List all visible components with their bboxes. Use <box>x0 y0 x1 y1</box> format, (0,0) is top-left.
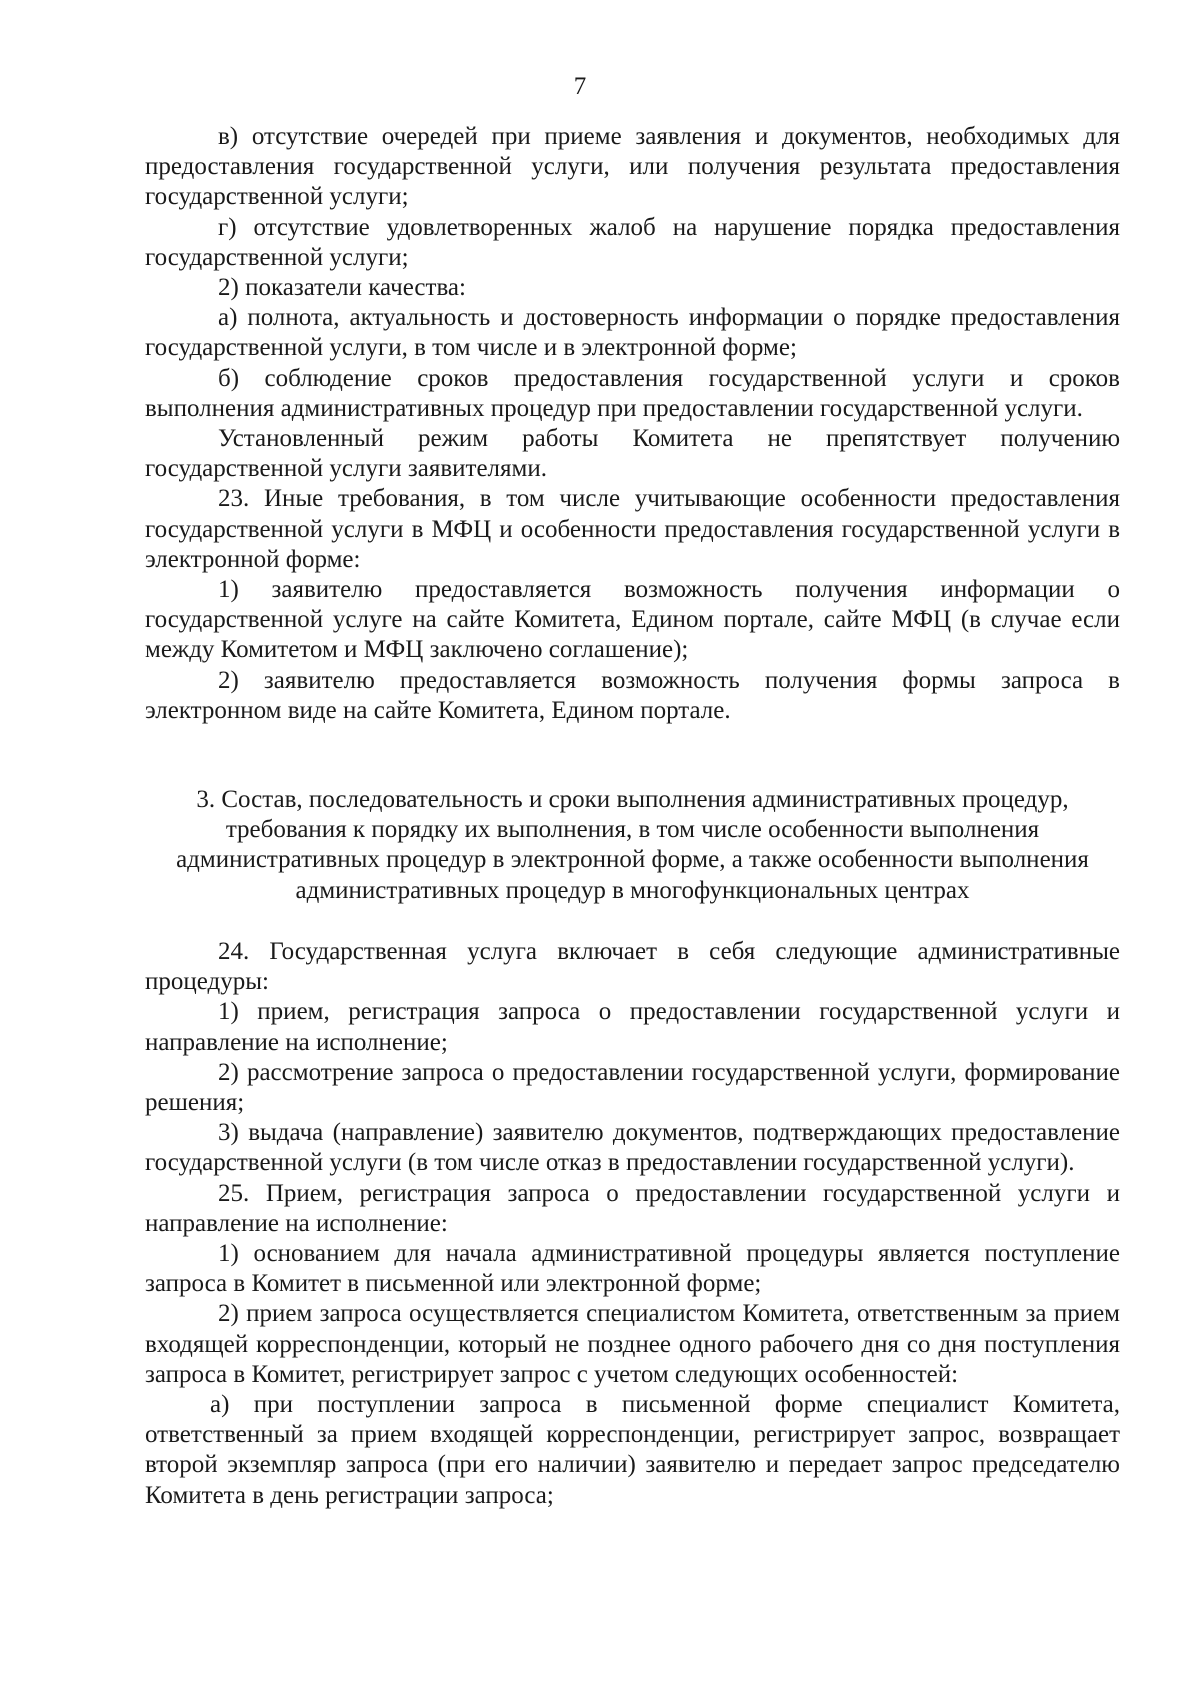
body-text-bottom <box>145 937 1120 1511</box>
paragraph: 1) основанием для начала административной процедуры является поступление запроса в Комитет в письменной или электронной форме; <box>145 1240 1120 1298</box>
section-heading-line: 3. Состав, последовательность и сроки выполнения административных процедур, <box>196 786 1069 813</box>
paragraph: 2) заявителю предоставляется возможность получения формы запроса в электронном виде на сайте Комитета, Едином портале. <box>145 666 1120 724</box>
paragraph: а) полнота, актуальность и достоверность информации о порядке предоставления государственной услуги, в том числе и в электронной форме; <box>145 304 1120 362</box>
paragraph: 24. Государственная услуга включает в себя следующие административные процедуры: <box>145 938 1120 996</box>
paragraph: 23. Иные требования, в том числе учитывающие особенности предоставления государственной услуги в МФЦ и особенности предоставления государственной услуги в электронной форме: <box>145 485 1120 573</box>
paragraph: 25. Прием, регистрация запроса о предоставлении государственной услуги и направление на исполнение: <box>145 1179 1120 1237</box>
section-heading-line: требования к порядку их выполнения, в том числе особенности выполнения <box>225 816 1040 844</box>
section-heading-line: административных процедур в электронной форме, а также особенности выполнения <box>176 846 1089 874</box>
paragraph: 2) показатели качества: <box>218 274 466 302</box>
paragraph: 2) рассмотрение запроса о предоставлении государственной услуги, формирование решения; <box>145 1058 1120 1117</box>
body-text-top <box>145 122 1120 726</box>
paragraph: 2) прием запроса осуществляется специалистом Комитета, ответственным за прием входящей корреспонденции, который не позднее одного рабочего дня со дня поступления запроса в Комитет, регистрирует запрос с учетом следующих особенностей: <box>145 1300 1120 1388</box>
paragraph: 3) выдача (направление) заявителю документов, подтверждающих предоставление государственной услуги (в том числе отказ в предоставлении государственной услуги). <box>145 1119 1120 1177</box>
paragraph: 1) заявителю предоставляется возможность получения информации о государственной услуге на сайте Комитета, Едином портале, сайте МФЦ (в случае если между Комитетом и МФЦ заключено соглашение); <box>145 576 1120 664</box>
paragraph: г) отсутствие удовлетворенных жалоб на нарушение порядка предоставления государственной услуги; <box>145 213 1120 271</box>
section-heading <box>135 785 1130 906</box>
page-number: 7 <box>573 73 587 100</box>
paragraph: в) отсутствие очередей при приеме заявления и документов, необходимых для предоставления государственной услуги, или получения результата предоставления государственной услуги; <box>145 123 1120 211</box>
paragraph: б) соблюдение сроков предоставления государственной услуги и сроков выполнения административных процедур при предоставлении государственной услуги. <box>145 364 1120 422</box>
paragraph: 1) прием, регистрация запроса о предоставлении государственной услуги и направление на исполнение; <box>145 998 1120 1056</box>
paragraph: Установленный режим работы Комитета не препятствует получению государственной услуги заявителями. <box>145 425 1120 483</box>
paragraph: а) при поступлении запроса в письменной форме специалист Комитета, ответственный за прием входящей корреспонденции, регистрирует запрос, возвращает второй экземпляр запроса (при его наличии) заявителю и передает запрос председателю Комитета в день регистрации запроса; <box>145 1391 1120 1509</box>
section-heading-line: административных процедур в многофункциональных центрах <box>295 876 970 904</box>
